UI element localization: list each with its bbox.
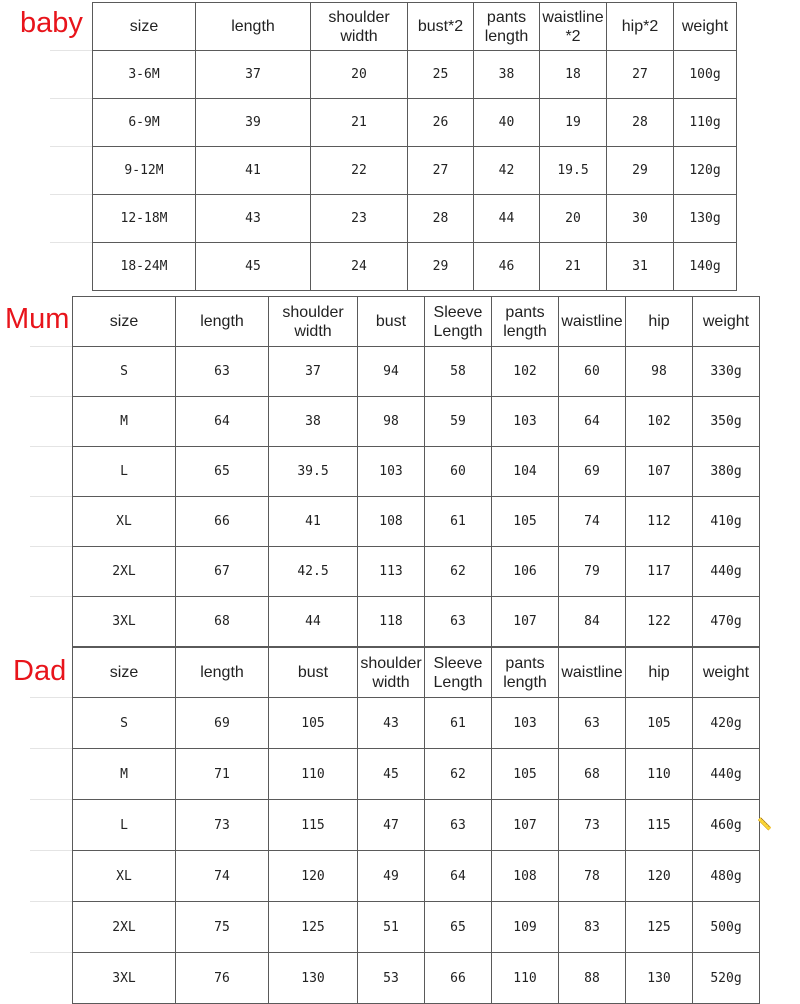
value-cell: 105 <box>492 749 559 800</box>
value-cell: 39 <box>196 99 311 147</box>
value-cell: 31 <box>607 243 674 291</box>
table-row <box>73 749 760 800</box>
value-cell: 107 <box>626 447 693 497</box>
table-row <box>93 99 737 147</box>
value-cell: 71 <box>176 749 269 800</box>
value-cell: 69 <box>559 447 626 497</box>
column-header: Sleeve Length <box>425 648 492 698</box>
value-cell: 20 <box>540 195 607 243</box>
value-cell: 112 <box>626 497 693 547</box>
value-cell: 21 <box>540 243 607 291</box>
size-cell: XL <box>73 497 176 547</box>
value-cell: 28 <box>607 99 674 147</box>
size-cell: 18-24M <box>93 243 196 291</box>
section-title-mum: Mum <box>5 303 70 335</box>
value-cell: 115 <box>269 800 358 851</box>
value-cell: 74 <box>559 497 626 547</box>
value-cell: 107 <box>492 800 559 851</box>
column-header: hip <box>626 648 693 698</box>
size-cell: S <box>73 698 176 749</box>
value-cell: 65 <box>176 447 269 497</box>
value-cell: 88 <box>559 953 626 1004</box>
table-row <box>73 698 760 749</box>
column-header: waistline *2 <box>540 3 607 51</box>
value-cell: 24 <box>311 243 408 291</box>
value-cell: 29 <box>607 147 674 195</box>
table-row <box>93 147 737 195</box>
table-row <box>73 851 760 902</box>
column-header: weight <box>693 648 760 698</box>
value-cell: 37 <box>196 51 311 99</box>
value-cell: 60 <box>559 347 626 397</box>
value-cell: 68 <box>176 597 269 647</box>
value-cell: 84 <box>559 597 626 647</box>
value-cell: 130 <box>626 953 693 1004</box>
value-cell: 108 <box>358 497 425 547</box>
value-cell: 78 <box>559 851 626 902</box>
column-header: hip*2 <box>607 3 674 51</box>
ghost-gridline <box>50 98 92 99</box>
value-cell: 43 <box>358 698 425 749</box>
value-cell: 20 <box>311 51 408 99</box>
value-cell: 100g <box>674 51 737 99</box>
value-cell: 62 <box>425 547 492 597</box>
table-row <box>73 953 760 1004</box>
column-header: size <box>73 648 176 698</box>
value-cell: 94 <box>358 347 425 397</box>
value-cell: 39.5 <box>269 447 358 497</box>
size-cell: L <box>73 800 176 851</box>
value-cell: 64 <box>425 851 492 902</box>
ghost-gridline <box>50 194 92 195</box>
value-cell: 38 <box>269 397 358 447</box>
value-cell: 63 <box>559 698 626 749</box>
value-cell: 102 <box>626 397 693 447</box>
value-cell: 44 <box>269 597 358 647</box>
value-cell: 140g <box>674 243 737 291</box>
column-header: hip <box>626 297 693 347</box>
value-cell: 105 <box>626 698 693 749</box>
size-cell: L <box>73 447 176 497</box>
value-cell: 120 <box>269 851 358 902</box>
column-header: length <box>176 648 269 698</box>
dad-size-table <box>72 647 760 1004</box>
value-cell: 103 <box>492 397 559 447</box>
value-cell: 125 <box>269 902 358 953</box>
column-header: shoulder width <box>311 3 408 51</box>
value-cell: 62 <box>425 749 492 800</box>
value-cell: 18 <box>540 51 607 99</box>
mum-size-table <box>72 296 760 647</box>
size-cell: 3-6M <box>93 51 196 99</box>
table-row <box>73 397 760 447</box>
value-cell: 500g <box>693 902 760 953</box>
value-cell: 105 <box>269 698 358 749</box>
size-cell: XL <box>73 851 176 902</box>
value-cell: 130 <box>269 953 358 1004</box>
value-cell: 107 <box>492 597 559 647</box>
ghost-gridline <box>50 146 92 147</box>
column-header: weight <box>674 3 737 51</box>
value-cell: 75 <box>176 902 269 953</box>
stray-mark: 📏 <box>757 817 772 831</box>
value-cell: 110 <box>626 749 693 800</box>
column-header: pants length <box>492 648 559 698</box>
value-cell: 73 <box>559 800 626 851</box>
column-header: pants length <box>492 297 559 347</box>
value-cell: 109 <box>492 902 559 953</box>
value-cell: 37 <box>269 347 358 397</box>
ghost-gridline <box>30 546 72 547</box>
ghost-gridline <box>30 346 72 347</box>
column-header: waistline <box>559 297 626 347</box>
value-cell: 67 <box>176 547 269 597</box>
value-cell: 120g <box>674 147 737 195</box>
value-cell: 46 <box>474 243 540 291</box>
value-cell: 41 <box>269 497 358 547</box>
value-cell: 480g <box>693 851 760 902</box>
value-cell: 42 <box>474 147 540 195</box>
value-cell: 83 <box>559 902 626 953</box>
value-cell: 58 <box>425 347 492 397</box>
size-cell: 12-18M <box>93 195 196 243</box>
value-cell: 66 <box>176 497 269 547</box>
size-cell: 3XL <box>73 597 176 647</box>
column-header: pants length <box>474 3 540 51</box>
section-title-dad: Dad <box>13 655 67 687</box>
size-cell: 3XL <box>73 953 176 1004</box>
ghost-gridline <box>30 901 72 902</box>
ghost-gridline <box>30 799 72 800</box>
value-cell: 73 <box>176 800 269 851</box>
value-cell: 440g <box>693 749 760 800</box>
ghost-gridline <box>30 496 72 497</box>
value-cell: 105 <box>492 497 559 547</box>
value-cell: 26 <box>408 99 474 147</box>
size-cell: 2XL <box>73 902 176 953</box>
column-header: bust <box>269 648 358 698</box>
table-row <box>73 347 760 397</box>
table-row <box>73 902 760 953</box>
column-header: weight <box>693 297 760 347</box>
value-cell: 45 <box>358 749 425 800</box>
value-cell: 76 <box>176 953 269 1004</box>
value-cell: 65 <box>425 902 492 953</box>
column-header: length <box>196 3 311 51</box>
value-cell: 19.5 <box>540 147 607 195</box>
value-cell: 120 <box>626 851 693 902</box>
value-cell: 19 <box>540 99 607 147</box>
value-cell: 41 <box>196 147 311 195</box>
column-header: shoulder width <box>358 648 425 698</box>
value-cell: 98 <box>626 347 693 397</box>
table-row <box>93 195 737 243</box>
value-cell: 330g <box>693 347 760 397</box>
value-cell: 42.5 <box>269 547 358 597</box>
ghost-gridline <box>30 697 72 698</box>
value-cell: 27 <box>408 147 474 195</box>
value-cell: 47 <box>358 800 425 851</box>
value-cell: 125 <box>626 902 693 953</box>
value-cell: 470g <box>693 597 760 647</box>
value-cell: 122 <box>626 597 693 647</box>
value-cell: 350g <box>693 397 760 447</box>
value-cell: 69 <box>176 698 269 749</box>
value-cell: 115 <box>626 800 693 851</box>
size-cell: 9-12M <box>93 147 196 195</box>
value-cell: 104 <box>492 447 559 497</box>
value-cell: 74 <box>176 851 269 902</box>
value-cell: 130g <box>674 195 737 243</box>
column-header: Sleeve Length <box>425 297 492 347</box>
column-header: shoulder width <box>269 297 358 347</box>
value-cell: 380g <box>693 447 760 497</box>
value-cell: 29 <box>408 243 474 291</box>
value-cell: 63 <box>425 800 492 851</box>
value-cell: 43 <box>196 195 311 243</box>
value-cell: 66 <box>425 953 492 1004</box>
value-cell: 113 <box>358 547 425 597</box>
column-header: size <box>73 297 176 347</box>
value-cell: 49 <box>358 851 425 902</box>
value-cell: 117 <box>626 547 693 597</box>
value-cell: 110 <box>269 749 358 800</box>
value-cell: 23 <box>311 195 408 243</box>
value-cell: 51 <box>358 902 425 953</box>
value-cell: 102 <box>492 347 559 397</box>
size-cell: 2XL <box>73 547 176 597</box>
header-row <box>73 648 760 698</box>
value-cell: 38 <box>474 51 540 99</box>
value-cell: 61 <box>425 698 492 749</box>
value-cell: 68 <box>559 749 626 800</box>
ghost-gridline <box>30 748 72 749</box>
value-cell: 25 <box>408 51 474 99</box>
table-row <box>73 800 760 851</box>
value-cell: 59 <box>425 397 492 447</box>
header-row <box>93 3 737 51</box>
value-cell: 21 <box>311 99 408 147</box>
value-cell: 440g <box>693 547 760 597</box>
value-cell: 64 <box>559 397 626 447</box>
value-cell: 110 <box>492 953 559 1004</box>
value-cell: 108 <box>492 851 559 902</box>
ghost-gridline <box>30 596 72 597</box>
value-cell: 22 <box>311 147 408 195</box>
table-row <box>73 447 760 497</box>
value-cell: 53 <box>358 953 425 1004</box>
size-cell: M <box>73 397 176 447</box>
ghost-gridline <box>30 850 72 851</box>
column-header: bust <box>358 297 425 347</box>
section-title-baby: baby <box>20 7 83 39</box>
column-header: bust*2 <box>408 3 474 51</box>
size-cell: M <box>73 749 176 800</box>
value-cell: 98 <box>358 397 425 447</box>
value-cell: 118 <box>358 597 425 647</box>
column-header: size <box>93 3 196 51</box>
column-header: length <box>176 297 269 347</box>
baby-size-table <box>92 2 737 291</box>
value-cell: 28 <box>408 195 474 243</box>
ghost-gridline <box>30 396 72 397</box>
table-row <box>93 51 737 99</box>
value-cell: 45 <box>196 243 311 291</box>
ghost-gridline <box>30 952 72 953</box>
value-cell: 110g <box>674 99 737 147</box>
value-cell: 61 <box>425 497 492 547</box>
column-header: waistline <box>559 648 626 698</box>
value-cell: 27 <box>607 51 674 99</box>
value-cell: 44 <box>474 195 540 243</box>
value-cell: 460g <box>693 800 760 851</box>
ghost-gridline <box>30 446 72 447</box>
size-cell: S <box>73 347 176 397</box>
ghost-gridline <box>50 50 92 51</box>
value-cell: 40 <box>474 99 540 147</box>
value-cell: 520g <box>693 953 760 1004</box>
value-cell: 106 <box>492 547 559 597</box>
table-row <box>73 597 760 647</box>
ghost-gridline <box>50 242 92 243</box>
value-cell: 103 <box>358 447 425 497</box>
value-cell: 410g <box>693 497 760 547</box>
value-cell: 63 <box>425 597 492 647</box>
value-cell: 420g <box>693 698 760 749</box>
value-cell: 103 <box>492 698 559 749</box>
value-cell: 79 <box>559 547 626 597</box>
size-cell: 6-9M <box>93 99 196 147</box>
value-cell: 30 <box>607 195 674 243</box>
table-row <box>73 497 760 547</box>
value-cell: 64 <box>176 397 269 447</box>
table-row <box>93 243 737 291</box>
value-cell: 63 <box>176 347 269 397</box>
value-cell: 60 <box>425 447 492 497</box>
header-row <box>73 297 760 347</box>
table-row <box>73 547 760 597</box>
